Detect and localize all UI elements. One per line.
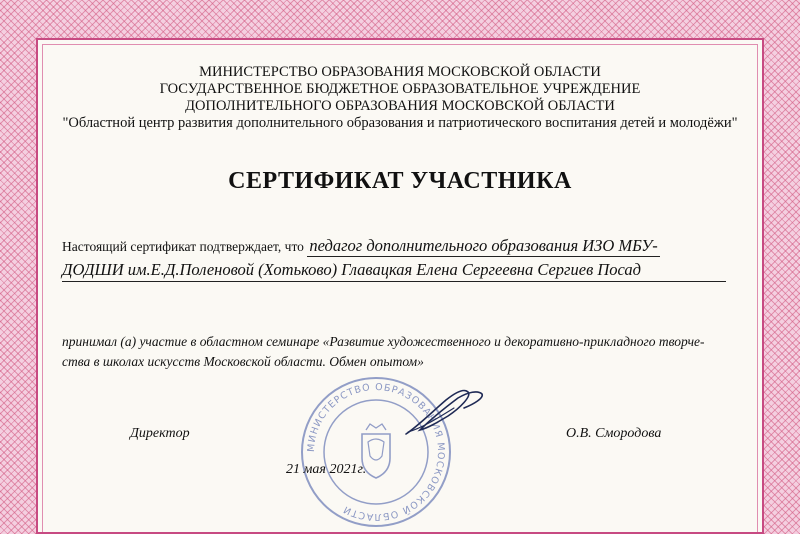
confirmation-intro: Настоящий сертификат подтверждает, что	[62, 239, 304, 254]
certificate-title: СЕРТИФИКАТ УЧАСТНИКА	[228, 168, 572, 194]
issue-date: 21 мая 2021г.	[286, 462, 367, 477]
recipient-line-2: ДОДШИ им.Е.Д.Поленовой (Хотьково) Главацкая Елена Сергеевна Сергиев Посад	[62, 260, 726, 282]
director-name: О.В. Смородова	[566, 426, 662, 441]
certificate-frame	[36, 38, 764, 534]
director-signature	[398, 382, 488, 442]
header-line-1: МИНИСТЕРСТВО ОБРАЗОВАНИЯ МОСКОВСКОЙ ОБЛАСТИ	[199, 64, 601, 80]
header-line-3: ДОПОЛНИТЕЛЬНОГО ОБРАЗОВАНИЯ МОСКОВСКОЙ ОБЛАСТИ	[185, 98, 615, 114]
header-line-4: "Областной центр развития дополнительного образования и патриотического воспитания детей и молодёжи"	[62, 115, 738, 131]
participation-line-1: принимал (а) участие в областном семинаре «Развитие художественного и декоративно-прикладного творче-	[62, 334, 705, 349]
recipient-line-1: педагог дополнительного образования ИЗО МБУ-	[309, 236, 658, 255]
participation-text	[62, 332, 742, 372]
header-line-2: ГОСУДАРСТВЕННОЕ БЮДЖЕТНОЕ ОБРАЗОВАТЕЛЬНОЕ УЧРЕЖДЕНИЕ	[159, 81, 641, 97]
issuer-header	[38, 64, 762, 132]
confirmation-line	[62, 236, 742, 256]
participation-line-2: ства в школах искусств Московской области. Обмен опытом»	[62, 354, 424, 369]
director-label: Директор	[130, 426, 190, 441]
seal-ring-text: МИНИСТЕРСТВО ОБРАЗОВАНИЯ МОСКОВСКОЙ ОБЛАСТИ	[305, 381, 447, 523]
